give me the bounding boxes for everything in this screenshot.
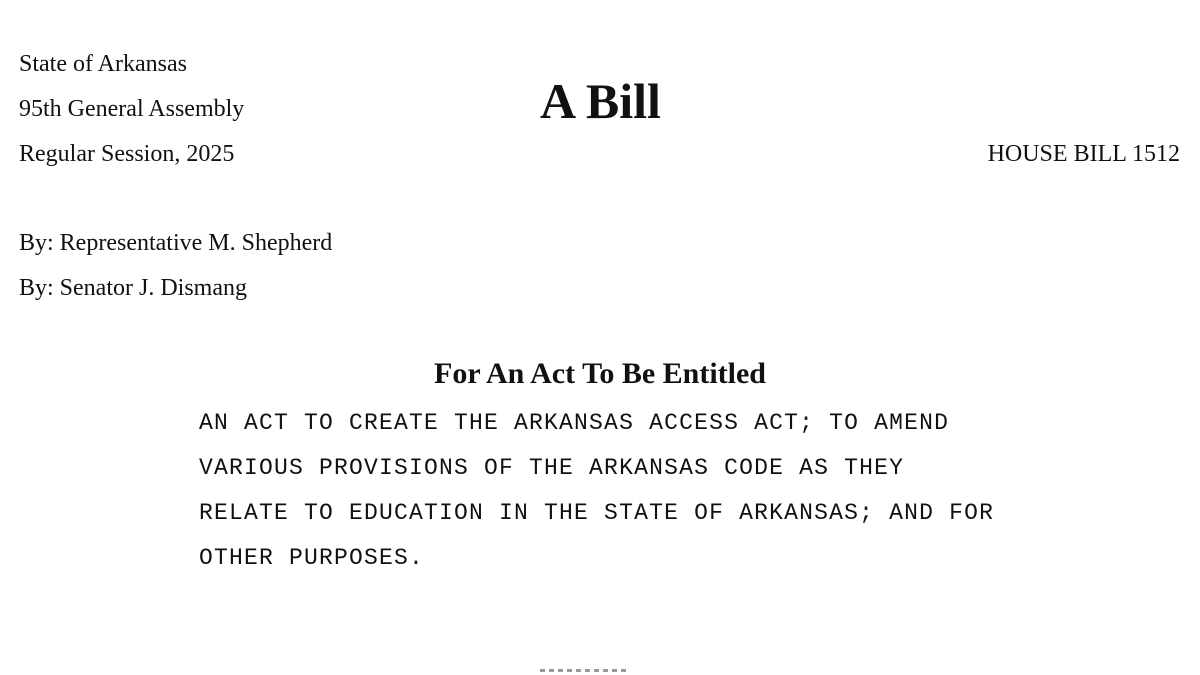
sponsor-representative: By: Representative M. Shepherd [19,230,333,256]
act-description-line: VARIOUS PROVISIONS OF THE ARKANSAS CODE AS THEY [199,455,905,481]
act-description-line: AN ACT TO CREATE THE ARKANSAS ACCESS ACT; TO AMEND [199,410,950,436]
sponsor-senator: By: Senator J. Dismang [19,275,247,301]
page-title: A Bill [540,73,661,129]
act-heading: For An Act To Be Entitled [434,357,766,390]
cropped-text-fragment [540,667,630,675]
session-label: Regular Session, 2025 [19,141,235,167]
bill-number: HOUSE BILL 1512 [987,141,1180,167]
state-name: State of Arkansas [19,51,187,77]
act-description-line: RELATE TO EDUCATION IN THE STATE OF ARKANSAS; AND FOR [199,500,995,526]
general-assembly: 95th General Assembly [19,96,245,122]
act-description-line: OTHER PURPOSES. [199,545,425,571]
